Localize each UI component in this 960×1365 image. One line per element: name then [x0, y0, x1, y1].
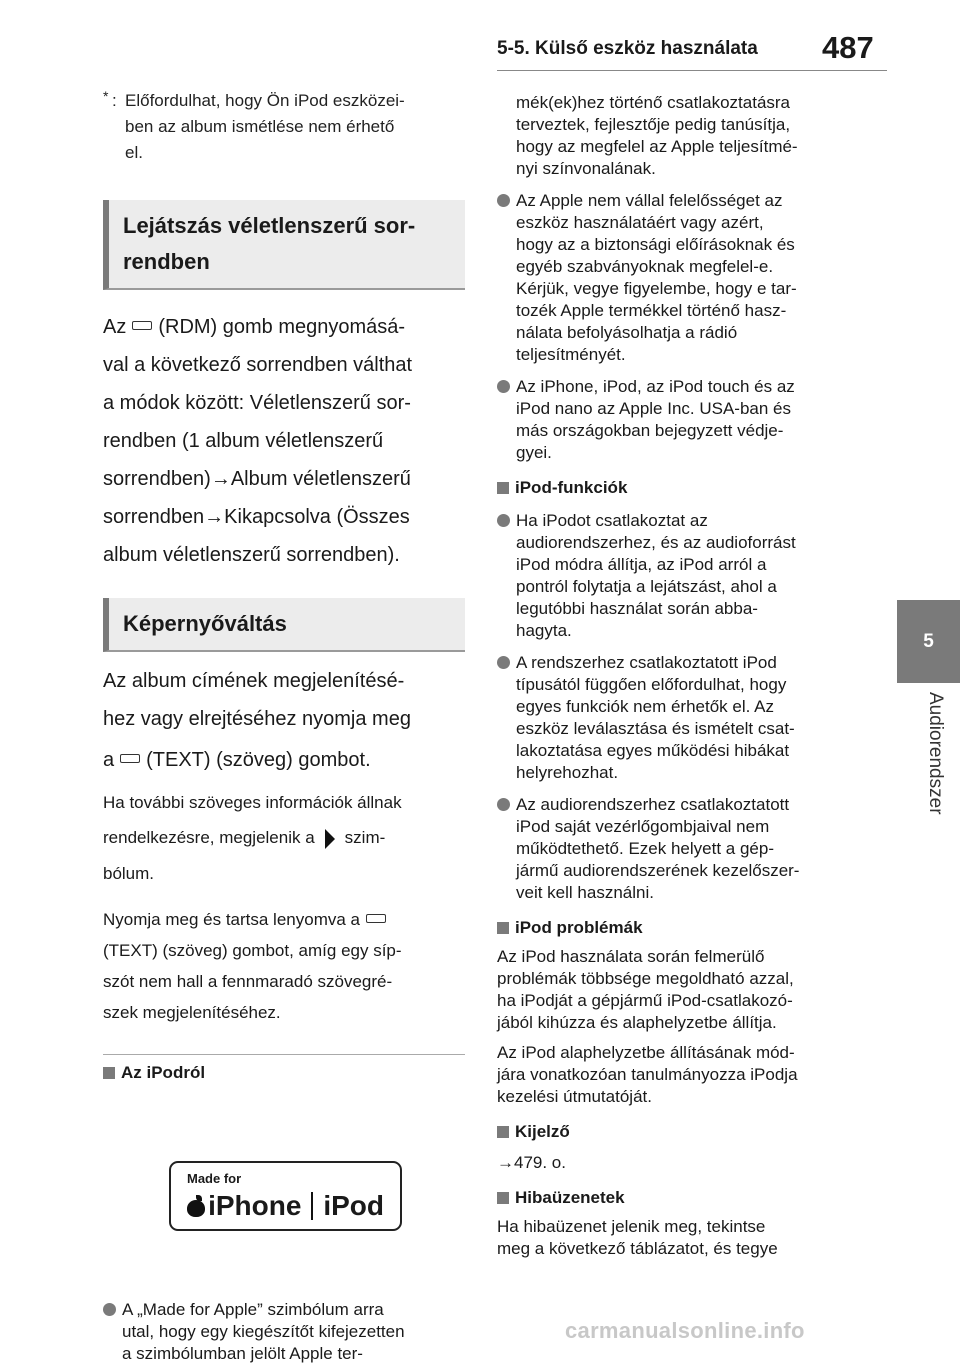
- bullet-line: típusától függően előfordulhat, hogy: [516, 675, 787, 694]
- text-button-icon: [366, 914, 386, 923]
- bullet-line: eszköz használatáért vagy azért,: [516, 213, 764, 232]
- paragraph-line: rendelkezésre, megjelenik a szim-: [103, 828, 386, 847]
- screen-paragraph: [103, 662, 465, 782]
- problems-paragraph: [497, 946, 857, 1034]
- about-ipod-heading: Az iPodról: [103, 1061, 465, 1085]
- bullet-line: gyei.: [516, 443, 552, 462]
- made-for-iphone-ipod-badge: [169, 1161, 402, 1231]
- ipod-problems-heading: iPod problémák: [497, 916, 857, 940]
- footnote-line: el.: [125, 143, 143, 162]
- bullet-line: A rendszerhez csatlakoztatott iPod: [516, 653, 777, 672]
- hold-paragraph: [103, 904, 465, 1028]
- controls-bullet: [497, 794, 857, 904]
- left-column: [103, 88, 465, 1365]
- paragraph-line: bólum.: [103, 864, 155, 883]
- badge-products: [187, 1189, 384, 1223]
- paragraph-line: jából kihúzza és alaphelyzetbe állítja.: [497, 1013, 777, 1032]
- square-bullet-icon: [497, 1126, 509, 1138]
- bullet-line: Ha iPodot csatlakoztat az: [516, 511, 708, 530]
- apple-liability-bullet: [497, 190, 857, 366]
- bullet-line: a szimbólumban jelölt Apple ter-: [122, 1344, 363, 1363]
- paragraph-line: (TEXT) (szöveg) gombot, amíg egy síp-: [103, 941, 402, 960]
- bullet-line: hagyta.: [516, 621, 572, 640]
- paragraph-line: sorrendben)→Album véletlenszerű: [103, 468, 411, 490]
- bullet-line: audiorendszerhez, és az audioforrást: [516, 533, 796, 552]
- paragraph-line: Ha hibaüzenet jelenik meg, tekintse: [497, 1217, 766, 1236]
- paragraph-line: Nyomja meg és tartsa lenyomva a: [103, 904, 465, 935]
- paragraph-line: Az album címének megjelenítésé-: [103, 670, 405, 692]
- apple-logo-icon: [187, 1195, 204, 1217]
- round-bullet-icon: [497, 194, 510, 207]
- paragraph-line: jára vonatkozóan tanulmányozza iPodja: [497, 1065, 798, 1084]
- heading-line: rendben: [123, 249, 210, 274]
- display-reference: →479. o.: [497, 1153, 566, 1172]
- footnote-mark: *: [103, 88, 109, 104]
- more-info-paragraph: [103, 786, 465, 890]
- paragraph-line: Az (RDM) gomb megnyomásá-: [103, 316, 406, 338]
- paragraph-line: sorrendben→Kikapcsolva (Összes: [103, 506, 410, 528]
- bullet-line: hogy az a biztonsági előírásoknak és: [516, 235, 795, 254]
- heading-random-playback: [103, 200, 465, 290]
- bullet-line: egyéb szabványoknak megfelel-e.: [516, 257, 774, 276]
- paragraph-line: hogy az megfelel az Apple teljesítmé-: [516, 137, 798, 156]
- bullet-line: Kérjük, vegye figyelembe, hogy e tar-: [516, 279, 797, 298]
- section-title: 5-5. Külső eszköz használata: [497, 38, 758, 59]
- footnote-colon: :: [112, 91, 117, 110]
- trademark-bullet: [497, 376, 857, 464]
- round-bullet-icon: [497, 380, 510, 393]
- bullet-line: lakoztatása egyes működési hibákat: [516, 741, 790, 760]
- random-paragraph: [103, 308, 465, 574]
- header-rule: [497, 70, 887, 71]
- display-heading: Kijelző: [497, 1120, 857, 1144]
- paragraph-line: a módok között: Véletlenszerű sor-: [103, 392, 411, 414]
- bullet-line: nálata befolyásolhatja a rádió: [516, 323, 738, 342]
- page-number: 487: [822, 30, 874, 65]
- paragraph-line: hez vagy elrejtéséhez nyomja meg: [103, 708, 411, 730]
- text-button-icon: [120, 754, 140, 763]
- bullet-line: utal, hogy egy kiegészítőt kifejezetten: [122, 1322, 405, 1341]
- badge-made-for: Made for: [187, 1171, 242, 1186]
- bullet-line: Az audiorendszerhez csatlakoztatott: [516, 795, 790, 814]
- round-bullet-icon: [497, 514, 510, 527]
- paragraph-line: Ha további szöveges információk állnak: [103, 793, 402, 812]
- bullet-line: más országokban bejegyzett védje-: [516, 421, 784, 440]
- bullet-line: Az Apple nem vállal felelősséget az: [516, 191, 783, 210]
- bullet-line: A „Made for Apple” szimbólum arra: [122, 1300, 384, 1319]
- paragraph-line: terveztek, fejlesztője pedig tanúsítja,: [516, 115, 791, 134]
- chapter-label: Audiorendszer: [925, 692, 946, 815]
- paragraph-line: problémák többsége megoldható azzal,: [497, 969, 794, 988]
- footnote-line: ben az album ismétlése nem érhető: [125, 117, 395, 136]
- paragraph-line: rendben (1 album véletlenszerű: [103, 430, 384, 452]
- bullet-line: veit kell használni.: [516, 883, 654, 902]
- paragraph-line: kezelési útmutatóját.: [497, 1087, 652, 1106]
- bullet-line: jármű audiorendszerének kezelőszer-: [516, 861, 800, 880]
- chapter-number: 5: [923, 630, 934, 652]
- continuation-paragraph: [497, 92, 857, 180]
- errors-paragraph: [497, 1216, 857, 1260]
- bullet-line: teljesítményét.: [516, 345, 626, 364]
- paragraph-line: mék(ek)hez történő csatlakoztatásra: [516, 93, 791, 112]
- paragraph-line: szót nem hall a fennmaradó szövegré-: [103, 972, 393, 991]
- bullet-line: helyrehozhat.: [516, 763, 619, 782]
- error-messages-heading: Hibaüzenetek: [497, 1186, 857, 1210]
- made-for-apple-bullet: [103, 1299, 465, 1365]
- watermark: carmanualsonline.info: [565, 1318, 805, 1343]
- bullet-line: iPod módra állítja, az iPod arról a: [516, 555, 767, 574]
- device-type-bullet: [497, 652, 857, 784]
- bullet-line: iPod saját vezérlőgombjaival nem: [516, 817, 770, 836]
- paragraph-line: val a következő sorrendben válthat: [103, 354, 413, 376]
- chapter-tab: [897, 600, 960, 683]
- rdm-button-icon: [132, 321, 152, 330]
- bullet-line: legutóbbi használat során abba-: [516, 599, 758, 618]
- heading-screen-switch: [103, 598, 465, 652]
- paragraph-line: nyi színvonalának.: [516, 159, 656, 178]
- bullet-line: egyes funkciók nem érhetők el. Az: [516, 697, 774, 716]
- paragraph-line: meg a következő táblázatot, és tegye: [497, 1239, 778, 1258]
- bullet-line: iPod nano az Apple Inc. USA-ban és: [516, 399, 792, 418]
- bullet-line: működtethető. Ezek helyett a gép-: [516, 839, 774, 858]
- footnote-line: Előfordulhat, hogy Ön iPod eszközei-: [125, 91, 405, 110]
- square-bullet-icon: [497, 482, 509, 494]
- heading-line: Képernyőváltás: [123, 611, 287, 636]
- square-bullet-icon: [497, 1192, 509, 1204]
- paragraph-line: album véletlenszerű sorrendben).: [103, 544, 400, 566]
- reset-paragraph: [497, 1042, 857, 1108]
- badge-ipod: iPod: [323, 1190, 384, 1221]
- connect-bullet: [497, 510, 857, 642]
- bullet-line: tozék Apple termékkel történő hasz-: [516, 301, 787, 320]
- paragraph-line: szek megjelenítéséhez.: [103, 1003, 281, 1022]
- more-text-arrow-icon: [325, 829, 335, 849]
- square-bullet-icon: [497, 922, 509, 934]
- ipod-functions-heading: iPod-funkciók: [497, 476, 857, 500]
- round-bullet-icon: [497, 656, 510, 669]
- right-column: [497, 92, 857, 1260]
- round-bullet-icon: [497, 798, 510, 811]
- bullet-line: Az iPhone, iPod, az iPod touch és az: [516, 377, 795, 396]
- round-bullet-icon: [103, 1303, 116, 1316]
- badge-iphone: iPhone: [208, 1190, 302, 1221]
- paragraph-line: a (TEXT) (szöveg) gombot.: [103, 749, 371, 771]
- badge-separator: [311, 1192, 313, 1220]
- paragraph-line: Az iPod használata során felmerülő: [497, 947, 765, 966]
- square-bullet-icon: [103, 1067, 115, 1079]
- bullet-line: eszköz leválasztása és ismételt csat-: [516, 719, 795, 738]
- footnote: [103, 88, 465, 166]
- section-divider: [103, 1054, 465, 1055]
- bullet-line: pontról folytatja a lejátszást, ahol a: [516, 577, 777, 596]
- paragraph-line: Az iPod alaphelyzetbe állításának mód-: [497, 1043, 795, 1062]
- paragraph-line: ha iPodját a gépjármű iPod-csatlakozó-: [497, 991, 793, 1010]
- heading-line: Lejátszás véletlenszerű sor-: [123, 213, 416, 238]
